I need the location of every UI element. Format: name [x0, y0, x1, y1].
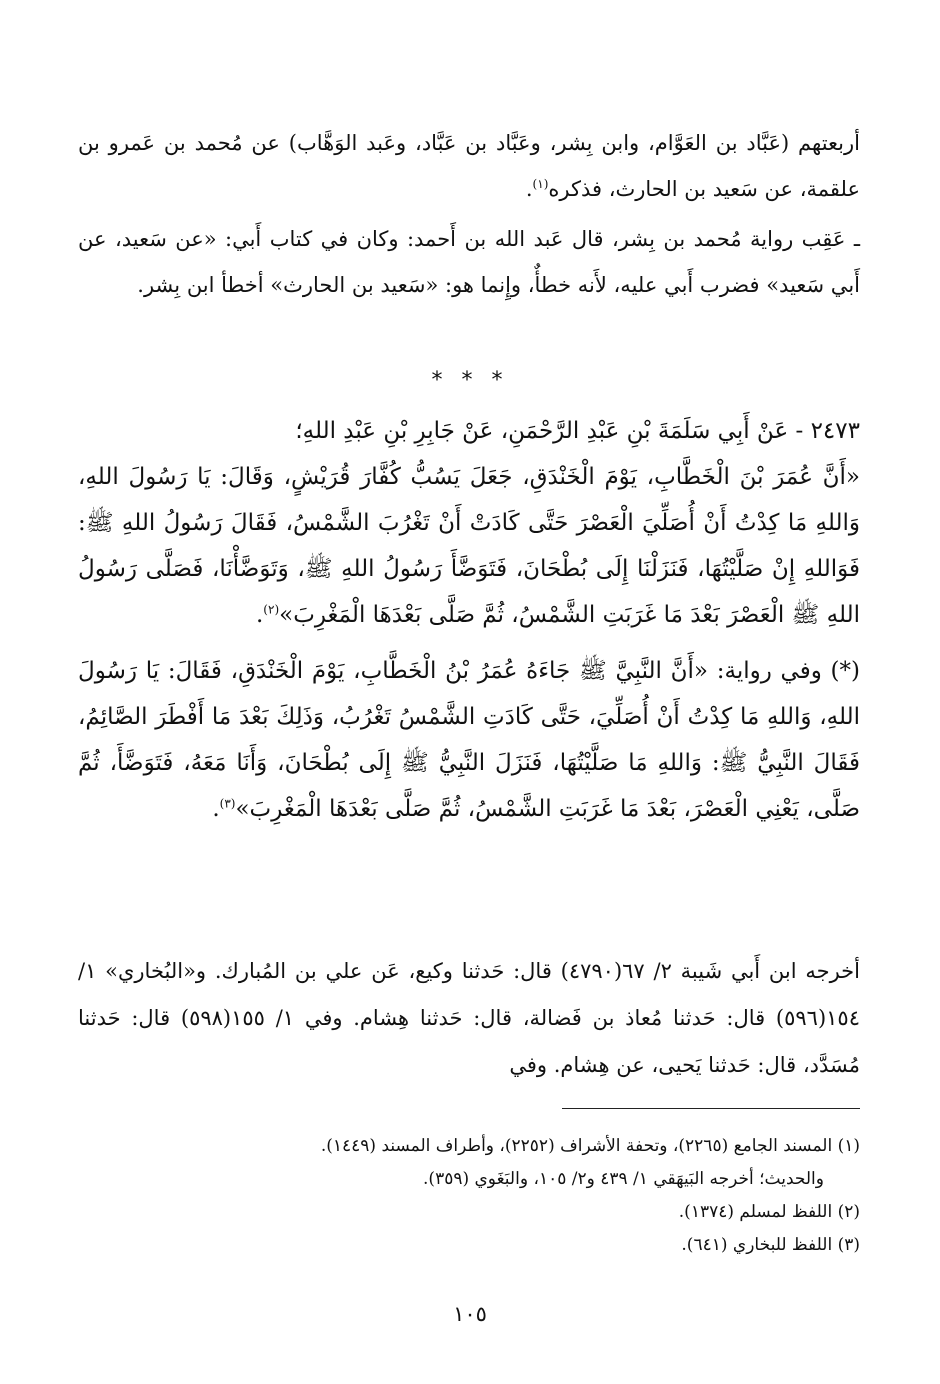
takhrij-paragraph: أخرجه ابن أَبي شَيبة ٢/ ٦٧(٤٧٩٠) قال: حَدثنا وكيع، عَن علي بن المُبارك. و«البُخاري» ١/ ١٥٤(٥٩٦) قال: حَدثنا مُعاذ بن فَضالة، قال: حَدثنا هِشام. وفي ١/ ١٥٥(٥٩٨) قال: حَدثنا مُسَدَّد، قال: حَدثنا يَحيى، عن هِشام. وفي — [78, 959, 860, 1077]
hadith-heading — [78, 408, 860, 454]
hadith-text: «أَنَّ عُمَرَ بْنَ الْخَطَّابِ، يَوْمَ الْخَنْدَقِ، جَعَلَ يَسُبُّ كُفَّارَ قُرَيْشٍ، وَقَالَ: يَا رَسُولَ اللهِ، وَاللهِ مَا كِدْتُ أَنْ أُصَلِّيَ الْعَصْرَ حَتَّى كَادَتْ أَنْ تَغْرُبَ الشَّمْسُ، فَقَالَ رَسُولُ اللهِ ﷺ: فَوَاللهِ إِنْ صَلَّيْتُهَا، فَنَزَلْنَا إِلَى بُطْحَانَ، فَتَوَضَّأَ رَسُولُ اللهِ ﷺ، وَتَوَضَّأْنَا، فَصَلَّى رَسُولُ اللهِ ﷺ الْعَصْرَ بَعْدَ مَا غَرَبَتِ الشَّمْسُ، ثُمَّ صَلَّى بَعْدَهَا الْمَغْرِبَ»$^{(٢)}$. — [78, 464, 860, 628]
footnotes — [78, 1130, 860, 1262]
hadith-number: ٢٤٧٣ - — [795, 418, 860, 444]
variant-text: (*) وفي رواية: «أَنَّ النَّبِيَّ ﷺ جَاءَهُ عُمَرُ بْنُ الْخَطَّابِ، يَوْمَ الْخَنْدَقِ، فَقَالَ: يَا رَسُولَ اللهِ، وَاللهِ مَا كِدْتُ أَنْ أُصَلِّيَ، حَتَّى كَادَتِ الشَّمْسُ تَغْرُبُ، وَذَلِكَ بَعْدَ مَا أَفْطَرَ الصَّائِمُ، فَقَالَ النَّبِيُّ ﷺ: وَاللهِ مَا صَلَّيْتُهَا، فَنَزَلَ النَّبِيُّ ﷺ إِلَى بُطْحَانَ، وَأَنَا مَعَهُ، فَتَوَضَّأَ، ثُمَّ صَلَّى، يَعْنِي الْعَصْرَ، بَعْدَ مَا غَرَبَتِ الشَّمْسُ، ثُمَّ صَلَّى بَعْدَهَا الْمَغْرِبَ» — [78, 658, 860, 822]
hadith-section — [78, 408, 860, 832]
intro-section — [78, 120, 860, 308]
footnote-ref-3: (٣) — [219, 796, 236, 811]
hadith-matn: «أَنَّ عُمَرَ بْنَ الْخَطَّابِ، يَوْمَ الْخَنْدَقِ، جَعَلَ يَسُبُّ كُفَّارَ قُرَيْشٍ، وَقَالَ: يَا رَسُولَ اللهِ، وَاللهِ مَا كِدْتُ أَنْ أُصَلِّيَ الْعَصْرَ حَتَّى كَادَتْ أَنْ تَغْرُبَ الشَّمْسُ، فَقَالَ رَسُولُ اللهِ ﷺ: فَوَاللهِ إِنْ صَلَّيْتُهَا، فَنَزَلْنَا إِلَى بُطْحَانَ، فَتَوَضَّأَ رَسُولُ اللهِ ﷺ، وَتَوَضَّأْنَا، فَصَلَّى رَسُولُ اللهِ ﷺ الْعَصْرَ بَعْدَ مَا غَرَبَتِ الشَّمْسُ، ثُمَّ صَلَّى بَعْدَهَا الْمَغْرِبَ» — [78, 464, 860, 628]
takhrij-section — [78, 948, 860, 1089]
footnote-ref-2: (٢) — [263, 602, 280, 617]
footnote-ref-1: (١) — [532, 177, 549, 191]
footnote-2: (٢) اللفظ لمسلم (١٣٧٤). — [678, 1202, 860, 1222]
footnote-separator — [562, 1108, 860, 1109]
footnote-1-continued: والحديث؛ أخرجه البَيهَقي ١/ ٤٣٩ و٢/ ١٠٥، والبَغَوي (٣٥٩). — [423, 1169, 824, 1189]
intro-paragraph: أربعتهم (عَبَّاد بن العَوَّام، وابن بِشر، وعَبَّاد بن عَبَّاد، وعَبد الوَهَّاب) عن مُحمد بن عَمرو بن علقمة، عن سَعيد بن الحارث، فذكره$^{(١)}$. — [78, 131, 860, 201]
hadith-variant: (*) وفي رواية: «أَنَّ النَّبِيَّ ﷺ جَاءَهُ عُمَرُ بْنُ الْخَطَّابِ، يَوْمَ الْخَنْدَقِ، فَقَالَ: يَا رَسُولَ اللهِ، وَاللهِ مَا كِدْتُ أَنْ أُصَلِّيَ، حَتَّى كَادَتِ الشَّمْسُ تَغْرُبُ، وَذَلِكَ بَعْدَ مَا أَفْطَرَ الصَّائِمُ، فَقَالَ النَّبِيُّ ﷺ: وَاللهِ مَا صَلَّيْتُهَا، فَنَزَلَ النَّبِيُّ ﷺ إِلَى بُطْحَانَ، وَأَنَا مَعَهُ، فَتَوَضَّأَ، ثُمَّ صَلَّى، يَعْنِي الْعَصْرَ، بَعْدَ مَا غَرَبَتِ الشَّمْسُ، ثُمَّ صَلَّى بَعْدَهَا الْمَغْرِبَ»$^{(٣)}$. — [78, 658, 860, 822]
commentary-paragraph: ـ عَقِب رواية مُحمد بن بِشر، قال عَبد الله بن أَحمد: وكان في كتاب أَبي: «عن سَعيد، عن أَبي سَعيد» فضرب أَبي عليه، لأَنه خطأٌ، وإِنما هو: «سَعيد بن الحارث» أخطأ ابن بِشر. — [78, 227, 860, 297]
intro-text: أربعتهم (عَبَّاد بن العَوَّام، وابن بِشر، وعَبَّاد بن عَبَّاد، وعَبد الوَهَّاب) عن مُحمد بن عَمرو بن علقمة، عن سَعيد بن الحارث، فذكره — [78, 131, 860, 201]
footnote-3: (٣) اللفظ للبخاري (٦٤١). — [681, 1235, 860, 1255]
section-divider: * * * — [431, 368, 509, 393]
footnote-1: (١) المسند الجامع (٢٢٦٥)، وتحفة الأشراف (٢٢٥٢)، وأطراف المسند (١٤٤٩). — [320, 1136, 860, 1156]
page-number: ١٠٥ — [453, 1302, 487, 1326]
hadith-isnad: عَنْ أَبِي سَلَمَةَ بْنِ عَبْدِ الرَّحْمَنِ، عَنْ جَابِرِ بْنِ عَبْدِ اللهِ؛ — [295, 418, 789, 444]
